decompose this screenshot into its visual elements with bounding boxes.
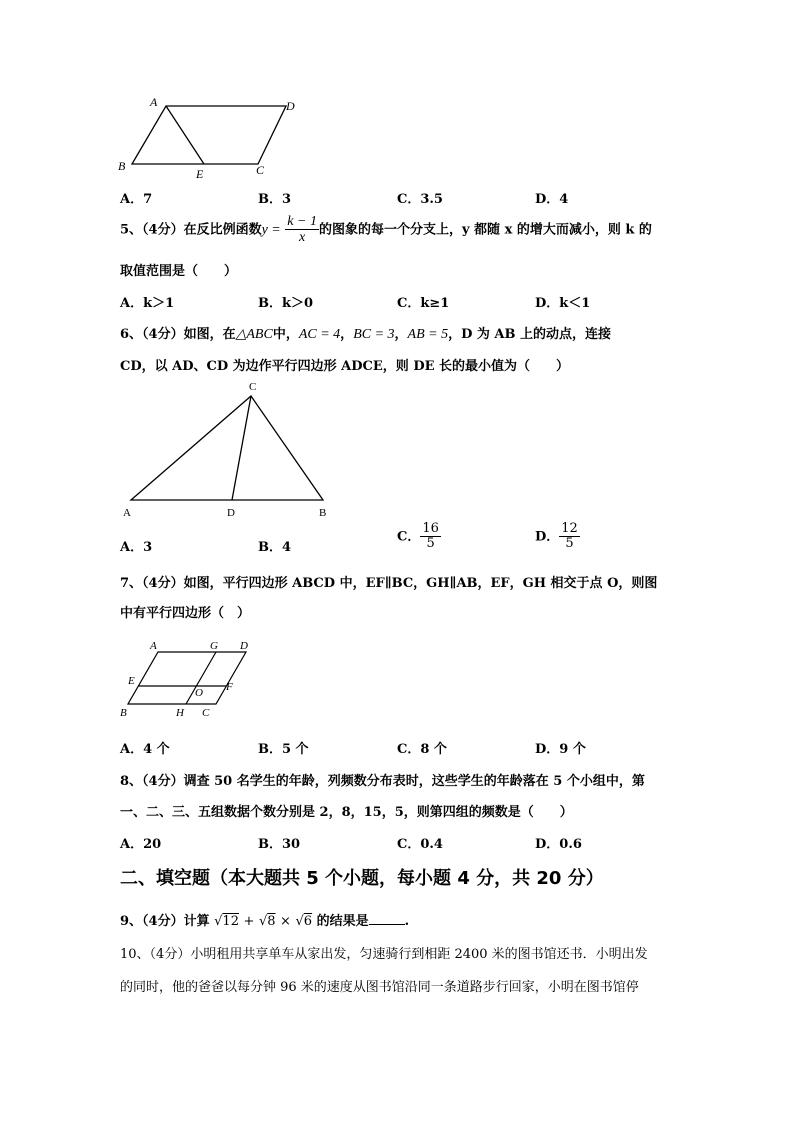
q8-option-d: D．0.6 [535,837,582,852]
q7-option-a: A．4 个 [120,742,170,757]
q6-c-num: 16 [422,521,439,536]
q7-label-f: F [226,681,233,693]
q7-label-e: E [128,675,135,687]
q10-line-1: 10、（4分）小明租用共享单车从家出发，匀速骑行到相距 2400 米的图书馆还书．小明出发 [120,947,648,962]
q6-d-num: 12 [561,521,578,536]
q8-option-b: B．30 [258,837,301,852]
q5-frac-den: x [299,230,306,246]
q6-option-b: B．4 [258,540,292,555]
q9-answer-blank [369,912,405,925]
q6-line-1: 6、（4分）如图，在△ABC中，AC = 4，BC = 3，AB = 5，D 为 AB 上的动点，连接 [120,327,612,342]
q5-line-2: 取值范围是（ ） [120,264,238,279]
q10-line-2: 的同时，他的爸爸以每分钟 96 米的速度从图书馆沿同一条道路步行回家，小明在图书馆停 [120,980,639,995]
q8-line-2: 一、二、三、五组数据个数分别是 2，8，15，5，则第四组的频数是（ ） [120,805,573,820]
q9-radicand-6: 6 [303,914,313,929]
q6-option-c-label: C． [397,529,421,545]
q4-option-a: A．7 [120,192,153,207]
q7-parallelogram-outline [128,652,246,704]
q4-option-b: B．3 [258,192,292,207]
q9-prefix: 9、（4分）计算 [120,914,210,929]
q6-suffix: ，D 为 AB 上的动点，连接 [448,327,612,342]
q5-y-eq: y = [261,222,281,238]
q7-label-a: A [150,640,157,652]
q9-suffix: 的结果是 [316,914,369,929]
section-2-title: 二、填空题（本大题共 5 个小题，每小题 4 分，共 20 分） [120,868,604,889]
q4-segment-ae [166,106,204,164]
q9-end: . [404,914,410,929]
q6-option-a: A．3 [120,540,153,555]
q5-option-c: C．k≥1 [397,296,450,311]
q8-line-1: 8、（4分）调查 50 名学生的年龄，列频数分布表时，这些学生的年龄落在 5 个小组中，第 [120,774,645,789]
q8-option-c: C．0.4 [397,837,443,852]
q4-label-d: D [286,99,295,113]
q6-option-d-label: D． [535,529,560,545]
q7-label-b: B [120,707,127,719]
q7-label-c: C [202,707,210,719]
q9-radicand-8: 8 [267,914,276,929]
q6-c-den: 5 [426,536,435,552]
q6-label-c: C [249,381,257,393]
q7-label-g: G [210,640,218,652]
q5-option-d: D．k＜1 [535,296,591,311]
q6-zhong: 中， [272,327,299,342]
q6-triangle-outline [131,396,323,500]
q6-option-c-fraction [420,522,441,552]
q7-option-d: D．9 个 [535,742,586,757]
q6-segment-cd [232,396,251,500]
q6-option-c [397,522,441,552]
q4-label-a: A [150,95,158,109]
q5-suffix: 的图象的每一个分支上，y 都随 x 的增大而减小，则 k 的 [318,222,652,238]
q6-ab: AB = 5 [407,327,449,342]
q4-label-c: C [256,163,265,177]
q9-sqrt-8: √8 [258,914,276,929]
q4-label-b: B [118,159,126,173]
q4-option-d: D．4 [535,192,569,207]
q6-ac: AC = 4 [298,327,341,342]
q7-parallelogram-figure [112,636,262,724]
q7-line-1: 7、（4分）如图，平行四边形 ABCD 中，EF∥BC，GH∥AB，EF，GH 相交于点 O，则图 [120,576,658,591]
q6-d-den: 5 [565,536,574,552]
q9-times: × [280,914,291,929]
q7-label-o: O [195,687,203,699]
q5-frac-num: k − 1 [287,214,317,229]
q6-line-2: CD，以 AD、CD 为边作平行四边形 ADCE，则 DE 长的最小值为（ ） [120,359,570,374]
q7-line-2: 中有平行四边形（ ） [120,606,251,621]
q4-label-e: E [196,167,204,181]
q8-option-a: A．20 [120,837,162,852]
q6-option-d [535,522,580,552]
q7-option-c: C．8 个 [397,742,447,757]
q4-parallelogram-figure [110,92,310,184]
q4-option-c: C．3.5 [397,192,443,207]
q7-label-d: D [240,640,248,652]
q7-option-b: B．5 个 [258,742,309,757]
q6-label-a: A [123,507,131,519]
q6-triangle: △ABC [235,327,273,342]
q6-label-b: B [319,507,327,519]
q9-plus: + [243,914,255,929]
q9-radicand-12: 12 [222,914,239,929]
q5-option-b: B．k＞0 [258,296,314,311]
q5-fraction [285,214,319,246]
q4-parallelogram-outline [132,106,286,164]
q6-bc: BC = 3 [353,327,395,342]
q6-option-d-fraction [559,522,580,552]
q6-prefix: 6、（4分）如图，在 [120,327,236,342]
q5-prefix: 5、（4分）在反比例函数 [120,222,262,238]
q6-label-d: D [227,507,235,519]
q9-line [120,910,409,929]
q9-sqrt-12: √12 [214,914,239,929]
q9-sqrt-6: √6 [295,914,313,929]
q5-line-1 [120,214,652,246]
q6-triangle-figure [115,378,345,520]
q7-label-h: H [176,707,184,719]
q5-option-a: A．k＞1 [120,296,175,311]
